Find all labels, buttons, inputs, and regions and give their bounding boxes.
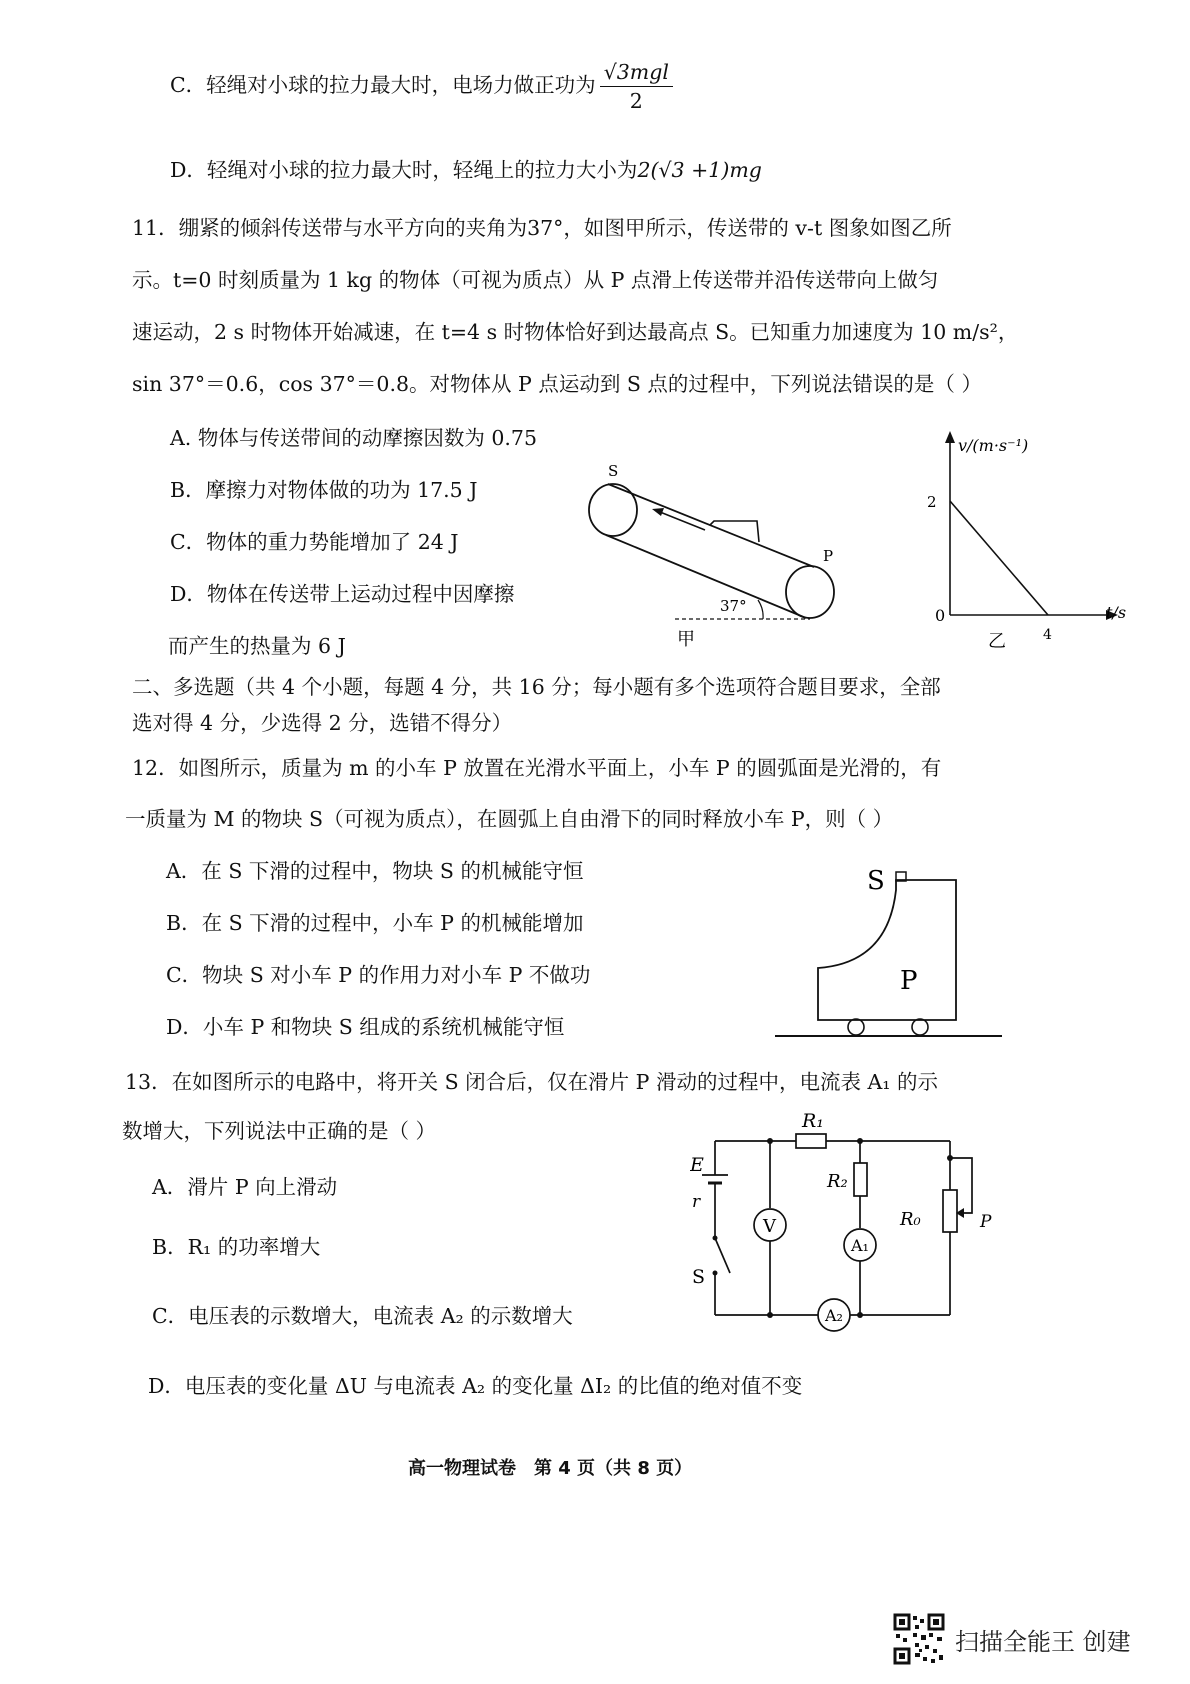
y-tick-2: 2: [927, 493, 937, 511]
label-e: E: [690, 1154, 704, 1176]
q11-stem-line4: sin 37°＝0.6，cos 37°＝0.8。对物体从 P 点运动到 S 点的过程中，下列说法错误的是（ ）: [132, 372, 982, 396]
y-axis-arrow: [945, 431, 955, 443]
q12-stem-line2: 一质量为 M 的物块 S（可视为质点），在圆弧上自由滑下的同时释放小车 P，则（ ）: [125, 807, 894, 831]
angle-label: 37°: [720, 597, 747, 615]
q11-option-b: B．摩擦力对物体做的功为 17.5 J: [170, 478, 478, 502]
fraction-numerator: √3mgl: [600, 62, 673, 87]
cart-wheel-right: [912, 1019, 928, 1035]
belt-top: [608, 484, 814, 567]
q10-option-d-expr: 2(√3 +1)mg: [637, 158, 762, 182]
page-footer: 高一物理试卷 第 4 页（共 8 页）: [408, 1458, 693, 1479]
q10-option-d-text: D．轻绳对小球的拉力最大时，轻绳上的拉力大小为: [170, 158, 638, 182]
switch-blade: [715, 1238, 730, 1273]
block: [710, 521, 759, 542]
qr-code-icon: [893, 1613, 945, 1665]
q11-option-d-line1: D．物体在传送带上运动过程中因摩擦: [170, 582, 515, 606]
resistor-r1: [796, 1134, 826, 1148]
label-s: S: [867, 866, 885, 896]
cart-wheel-left: [848, 1019, 864, 1035]
label-s: S: [692, 1266, 706, 1288]
resistor-r2: [854, 1163, 867, 1196]
origin-label: 0: [935, 606, 946, 625]
y-axis-label: v/(m·s⁻¹): [958, 436, 1029, 455]
junction: [767, 1312, 773, 1318]
label-r0: R₀: [900, 1209, 921, 1230]
q10-option-c-fraction: [600, 62, 673, 111]
angle-arc: [758, 600, 763, 619]
q11-stem-line3: 速运动，2 s 时物体开始减速，在 t=4 s 时物体恰好到达最高点 S。已知重力加速度为 10 m/s²，: [132, 320, 1019, 344]
q13-option-b: B．R₁ 的功率增大: [152, 1235, 321, 1259]
x-axis-label: t/s: [1106, 603, 1127, 622]
x-tick-4: 4: [1043, 627, 1052, 643]
q13-stem-line2: 数增大，下列说法中正确的是（ ）: [122, 1119, 437, 1143]
q13-option-d: D．电压表的变化量 ΔU 与电流表 A₂ 的变化量 ΔI₂ 的比值的绝对值不变: [148, 1374, 803, 1398]
caption-yi: 乙: [988, 631, 1006, 652]
q13-option-a: A．滑片 P 向上滑动: [152, 1175, 338, 1199]
label-p: P: [980, 1212, 992, 1232]
q12-option-a: A．在 S 下滑的过程中，物块 S 的机械能守恒: [166, 859, 584, 883]
q13-stem-line1: 13．在如图所示的电路中，将开关 S 闭合后，仅在滑片 P 滑动的过程中，电流表 A₁ 的示: [125, 1070, 939, 1094]
label-r1: R₁: [802, 1110, 824, 1132]
scanner-watermark: 扫描全能王 创建: [955, 1628, 1131, 1656]
q11-stem-line1: 11．绷紧的倾斜传送带与水平方向的夹角为37°，如图甲所示，传送带的 v-t 图象如图乙所: [132, 216, 952, 240]
label-r: r: [692, 1192, 701, 1212]
fraction-denominator: 2: [629, 88, 643, 113]
q11-option-d-line2: 而产生的热量为 6 J: [168, 634, 346, 658]
q12-option-d: D．小车 P 和物块 S 组成的系统机械能守恒: [166, 1015, 565, 1039]
label-v: V: [763, 1216, 776, 1237]
label-a2: A₂: [825, 1306, 843, 1325]
label-s: S: [608, 462, 619, 480]
q10-option-c-text: C．轻绳对小球的拉力最大时，电场力做正功为: [170, 73, 596, 97]
junction: [857, 1138, 863, 1144]
cart-figure: [770, 865, 1010, 1045]
q12-option-c: C．物块 S 对小车 P 的作用力对小车 P 不做功: [166, 963, 591, 987]
q10-option-d: [170, 160, 762, 181]
label-r2: R₂: [827, 1171, 848, 1192]
circuit-diagram: [690, 1095, 1020, 1345]
q12-stem-line1: 12．如图所示，质量为 m 的小车 P 放置在光滑水平面上，小车 P 的圆弧面是光滑的，有: [132, 756, 942, 780]
q11-stem-line2: 示。t=0 时刻质量为 1 kg 的物体（可视为质点）从 P 点滑上传送带并沿传送带向上做匀: [132, 268, 939, 292]
q11-option-c: C．物体的重力势能增加了 24 J: [170, 530, 459, 554]
label-p: P: [900, 966, 918, 996]
conveyor-belt-figure: [580, 455, 850, 655]
section2-heading-line2: 选对得 4 分，少选得 2 分，选错不得分）: [132, 711, 513, 735]
q10-option-c: [170, 62, 673, 111]
slider-wire: [950, 1158, 972, 1213]
switch-contact: [713, 1236, 718, 1241]
junction: [857, 1312, 863, 1318]
q11-option-a: A. 物体与传送带间的动摩擦因数为 0.75: [170, 426, 537, 450]
velocity-line: [950, 501, 1048, 615]
switch-contact: [713, 1271, 718, 1276]
junction: [767, 1138, 773, 1144]
caption-jia: 甲: [677, 629, 695, 650]
lower-roller: [786, 566, 834, 618]
resistor-r0: [943, 1190, 957, 1232]
section2-heading-line1: 二、多选题（共 4 个小题，每题 4 分，共 16 分；每小题有多个选项符合题目要求，全部: [132, 675, 941, 699]
label-p: P: [823, 547, 834, 565]
junction: [947, 1155, 953, 1161]
cart-body: [818, 880, 956, 1020]
label-a1: A₁: [851, 1236, 869, 1255]
motion-arrowhead: [652, 508, 664, 516]
vt-graph: [900, 425, 1140, 655]
q13-option-c: C．电压表的示数增大，电流表 A₂ 的示数增大: [152, 1304, 573, 1328]
belt-bottom: [606, 535, 806, 618]
q12-option-b: B．在 S 下滑的过程中，小车 P 的机械能增加: [166, 911, 584, 935]
upper-roller: [589, 484, 637, 536]
